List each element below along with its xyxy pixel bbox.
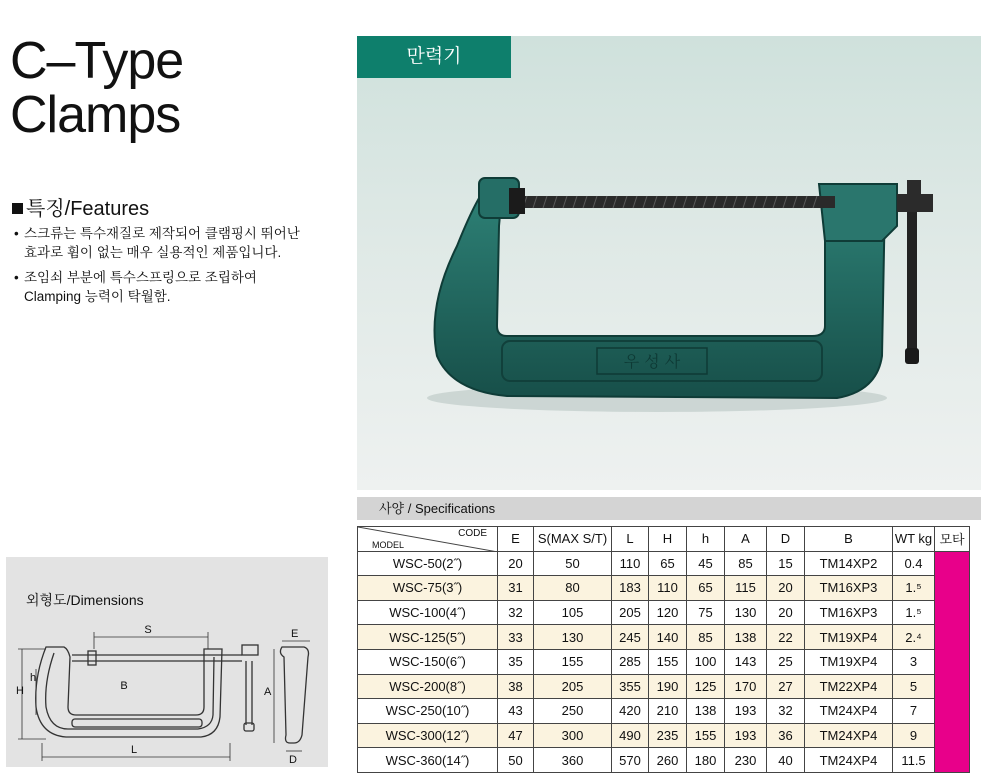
column-header: S(MAX S/T) — [534, 527, 612, 552]
column-header: h — [687, 527, 725, 552]
table-row — [358, 723, 970, 748]
model-cell: WSC-200(8˝) — [358, 674, 498, 699]
product-photo — [357, 36, 981, 490]
c-clamp-illustration — [357, 36, 981, 490]
spec-cell: 570 — [612, 748, 649, 773]
spec-cell: 33 — [498, 625, 534, 650]
spec-cell: 355 — [612, 674, 649, 699]
model-cell: WSC-300(12˝) — [358, 723, 498, 748]
clamp-stamp-text: 우 성 사 — [623, 352, 681, 371]
model-cell: WSC-125(5˝) — [358, 625, 498, 650]
code-model-header — [358, 527, 498, 552]
spec-cell: 205 — [612, 600, 649, 625]
dim-label-d: D — [289, 754, 297, 766]
category-tab: 만력기 — [357, 36, 511, 78]
spec-cell: 180 — [687, 748, 725, 773]
table-header-row — [358, 527, 970, 552]
spec-cell: 300 — [534, 723, 612, 748]
spec-cell: TM22XP4 — [805, 674, 893, 699]
model-cell: WSC-50(2˝) — [358, 551, 498, 576]
spec-cell: 35 — [498, 649, 534, 674]
feature-item: • 스크류는 특수재질로 제작되어 클램핑시 뛰어난 효과로 휨이 없는 매우 실용적인 제품입니다. — [14, 224, 314, 262]
square-bullet-icon — [12, 203, 23, 214]
header-code: CODE — [458, 528, 487, 539]
table-row — [358, 576, 970, 601]
model-cell: WSC-75(3˝) — [358, 576, 498, 601]
spec-cell: 20 — [498, 551, 534, 576]
spec-cell: TM24XP4 — [805, 748, 893, 773]
dimensions-title: 외형도/Dimensions — [26, 592, 144, 608]
column-header: H — [649, 527, 687, 552]
spec-cell: 125 — [687, 674, 725, 699]
spec-cell: TM16XP3 — [805, 600, 893, 625]
spec-cell: 260 — [649, 748, 687, 773]
dim-label-a: A — [264, 686, 272, 698]
spec-cell: 65 — [649, 551, 687, 576]
spec-cell: 80 — [534, 576, 612, 601]
spec-cell: 110 — [612, 551, 649, 576]
spec-cell: 490 — [612, 723, 649, 748]
specifications-heading: 사양 / Specifications — [357, 497, 981, 520]
spec-cell: 31 — [498, 576, 534, 601]
spec-cell: TM19XP4 — [805, 649, 893, 674]
spec-cell: 27 — [767, 674, 805, 699]
spec-cell: 360 — [534, 748, 612, 773]
spec-cell: 50 — [498, 748, 534, 773]
spec-cell: 190 — [649, 674, 687, 699]
spec-cell: 230 — [725, 748, 767, 773]
dim-label-b: B — [120, 680, 128, 692]
title-line-1: C–Type — [10, 32, 184, 90]
dim-label-h-large: H — [16, 685, 24, 697]
spec-cell: 32 — [498, 600, 534, 625]
spec-cell: TM14XP2 — [805, 551, 893, 576]
table-row — [358, 649, 970, 674]
spec-cell: 105 — [534, 600, 612, 625]
spec-cell: 285 — [612, 649, 649, 674]
spec-cell: 235 — [649, 723, 687, 748]
spec-cell: 210 — [649, 699, 687, 724]
spec-cell: 7 — [893, 699, 935, 724]
spec-cell: 40 — [767, 748, 805, 773]
spec-cell: 193 — [725, 723, 767, 748]
other-column-cell — [935, 551, 970, 772]
spec-cell: 75 — [687, 600, 725, 625]
spec-cell: 43 — [498, 699, 534, 724]
spec-cell: 120 — [649, 600, 687, 625]
spec-cell: 22 — [767, 625, 805, 650]
spec-cell: 143 — [725, 649, 767, 674]
spec-cell: TM16XP3 — [805, 576, 893, 601]
features-heading-text: 특징/Features — [26, 198, 150, 220]
spec-cell: 50 — [534, 551, 612, 576]
table-row — [358, 551, 970, 576]
spec-cell: 130 — [725, 600, 767, 625]
model-cell: WSC-100(4˝) — [358, 600, 498, 625]
spec-cell: 245 — [612, 625, 649, 650]
column-header: WT kg — [893, 527, 935, 552]
spec-cell: 32 — [767, 699, 805, 724]
dim-label-l: L — [130, 744, 138, 756]
spec-cell: 15 — [767, 551, 805, 576]
spec-cell: 155 — [687, 723, 725, 748]
dimension-drawing — [6, 557, 328, 767]
spec-cell: 170 — [725, 674, 767, 699]
features-list — [14, 224, 314, 312]
spec-cell: 47 — [498, 723, 534, 748]
spec-cell: 20 — [767, 600, 805, 625]
spec-cell: 420 — [612, 699, 649, 724]
column-header: 모타 — [935, 527, 970, 552]
spec-cell: 138 — [725, 625, 767, 650]
spec-cell: 140 — [649, 625, 687, 650]
column-header: D — [767, 527, 805, 552]
column-header: A — [725, 527, 767, 552]
spec-cell: 193 — [725, 699, 767, 724]
specifications-table — [357, 526, 970, 773]
spec-cell: TM19XP4 — [805, 625, 893, 650]
table-row — [358, 699, 970, 724]
features-heading — [12, 192, 149, 221]
spec-cell: 155 — [649, 649, 687, 674]
spec-cell: 9 — [893, 723, 935, 748]
spec-cell: 2.⁴ — [893, 625, 935, 650]
dim-label-e: E — [291, 628, 299, 640]
spec-cell: 45 — [687, 551, 725, 576]
model-cell: WSC-250(10˝) — [358, 699, 498, 724]
spec-cell: 250 — [534, 699, 612, 724]
spec-cell: 183 — [612, 576, 649, 601]
spec-cell: 11.5 — [893, 748, 935, 773]
spec-cell: 1.⁵ — [893, 600, 935, 625]
spec-cell: 1.⁵ — [893, 576, 935, 601]
dim-label-s: S — [144, 624, 152, 636]
spec-cell: 20 — [767, 576, 805, 601]
title-line-2: Clamps — [10, 86, 181, 144]
specifications-body — [358, 551, 970, 772]
spec-cell: 25 — [767, 649, 805, 674]
column-header: L — [612, 527, 649, 552]
spec-cell: TM24XP4 — [805, 723, 893, 748]
spec-cell: 138 — [687, 699, 725, 724]
spec-cell: 100 — [687, 649, 725, 674]
spec-cell: 85 — [725, 551, 767, 576]
column-header: E — [498, 527, 534, 552]
page-title — [10, 34, 183, 142]
table-row — [358, 600, 970, 625]
table-row — [358, 674, 970, 699]
spec-cell: 110 — [649, 576, 687, 601]
spec-cell: 130 — [534, 625, 612, 650]
spec-cell: 85 — [687, 625, 725, 650]
spec-cell: 5 — [893, 674, 935, 699]
table-row — [358, 625, 970, 650]
model-cell: WSC-360(14˝) — [358, 748, 498, 773]
spec-cell: 155 — [534, 649, 612, 674]
spec-cell: 65 — [687, 576, 725, 601]
table-row — [358, 748, 970, 773]
header-model: MODEL — [372, 539, 405, 550]
dim-label-h-small: h — [30, 672, 37, 684]
spec-cell: 205 — [534, 674, 612, 699]
column-header: B — [805, 527, 893, 552]
model-cell: WSC-150(6˝) — [358, 649, 498, 674]
spec-cell: 115 — [725, 576, 767, 601]
spec-cell: 38 — [498, 674, 534, 699]
spec-cell: TM24XP4 — [805, 699, 893, 724]
spec-cell: 0.4 — [893, 551, 935, 576]
spec-cell: 36 — [767, 723, 805, 748]
spec-cell: 3 — [893, 649, 935, 674]
feature-item: • 조임쇠 부분에 특수스프링으로 조립하여 Clamping 능력이 탁월함. — [14, 268, 314, 306]
dimensions-panel — [6, 557, 328, 767]
